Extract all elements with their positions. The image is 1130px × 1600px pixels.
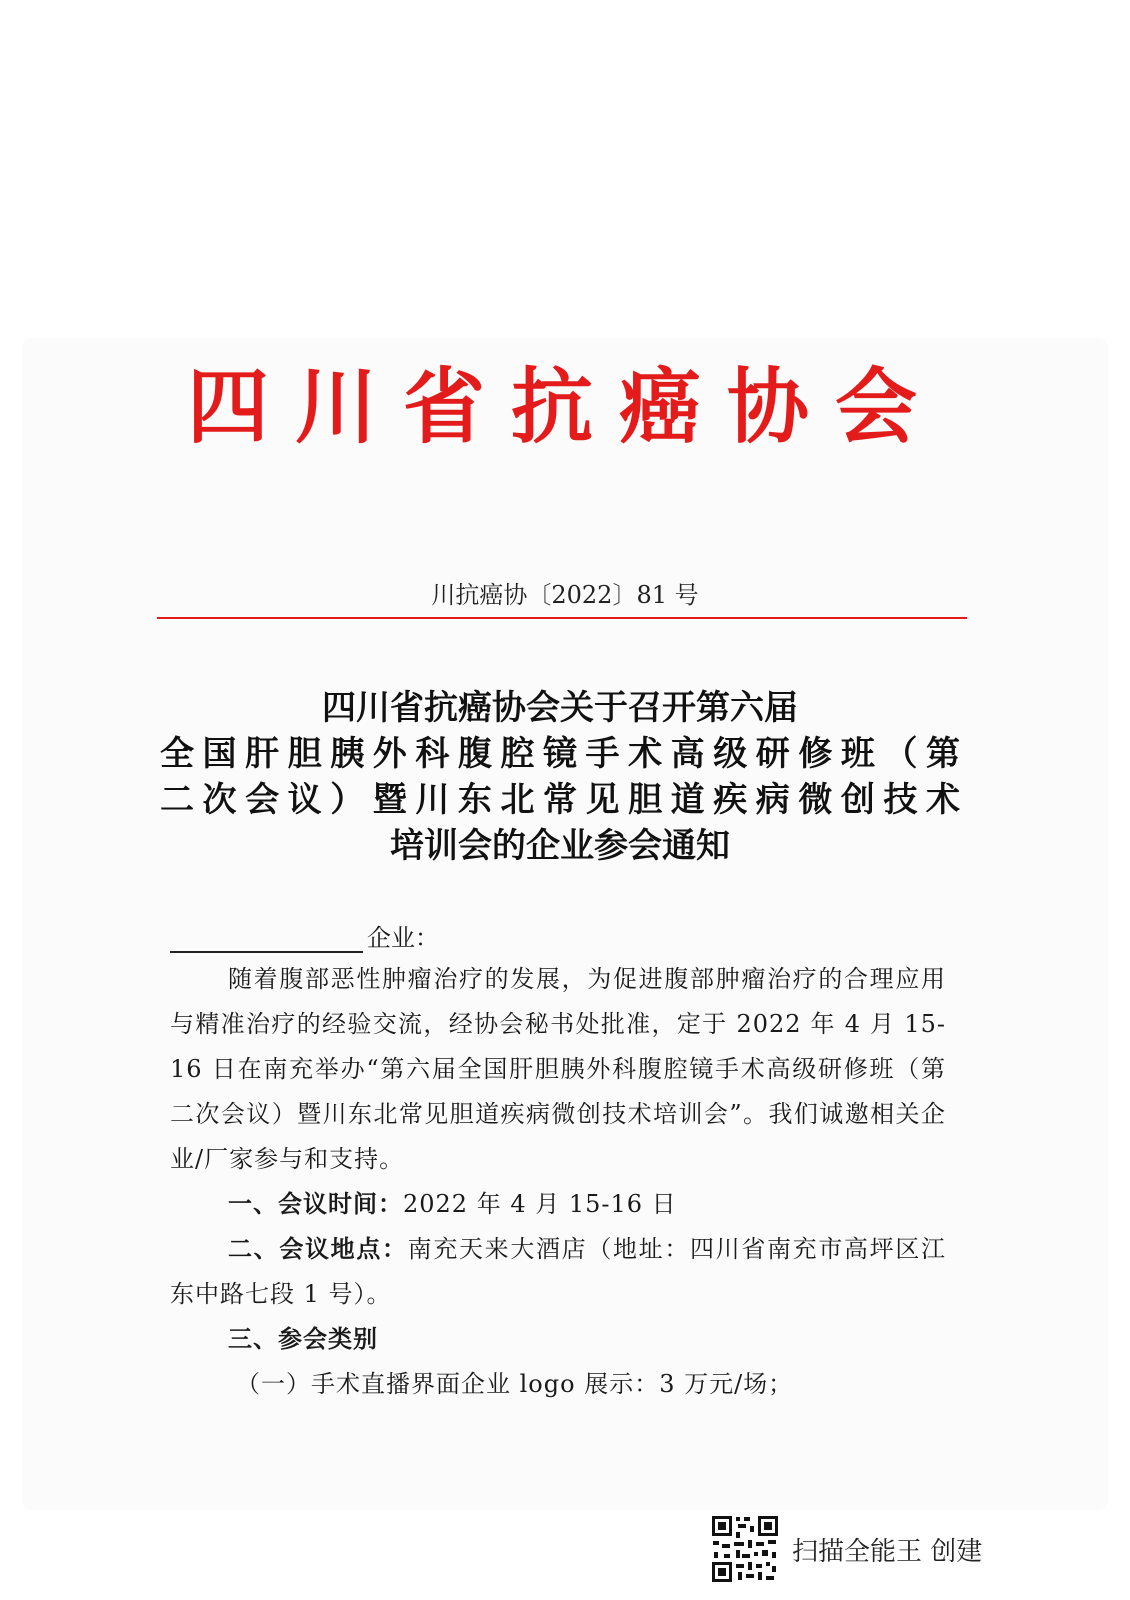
- letterhead-org-name: 四川省抗癌协会: [186, 359, 943, 455]
- meeting-time: [170, 1182, 946, 1227]
- title-line-4: 培训会的企业参会通知: [390, 826, 730, 866]
- meeting-time-label: 一、会议时间：: [228, 1190, 403, 1218]
- addressee-suffix: 企业：: [367, 924, 439, 952]
- category-item-1: （一）手术直播界面企业 logo 展示：3 万元/场；: [236, 1370, 794, 1398]
- title-line-2: 全国肝胆胰外科腹腔镜手术高级研修班（第: [160, 734, 960, 774]
- addressee-blank: [170, 923, 363, 953]
- intro-paragraph: 随着腹部恶性肿瘤治疗的发展，为促进腹部肿瘤治疗的合理应用与精准治疗的经验交流，经协会秘书处批准，定于 2022 年 4 月 15-16 日在南充举办“第六届全国肝胆胰外科腹腔镜手术高级研修班（第二次会议）暨川东北常见胆道疾病微创技术培训会”。我们诚邀相关企业/厂家参与和支持。: [170, 965, 946, 1173]
- participation-category: [170, 1317, 946, 1362]
- letterhead-divider: [157, 617, 967, 619]
- notice-body: [170, 957, 946, 1407]
- title-line-1: 四川省抗癌协会关于召开第六届: [322, 688, 798, 728]
- qr-code-icon: [710, 1514, 780, 1584]
- meeting-venue: [170, 1227, 946, 1317]
- meeting-venue-value: 南充天来大酒店（地址：四川省南充市高坪区江东中路七段 1 号）。: [170, 1235, 947, 1308]
- document-number: 川抗癌协〔2022〕81 号: [431, 581, 699, 609]
- title-line-3: 二次会议）暨川东北常见胆道疾病微创技术: [160, 780, 960, 820]
- addressee: [170, 918, 439, 953]
- watermark-text: 扫描全能王 创建: [792, 1536, 983, 1567]
- scanner-watermark: [710, 1512, 982, 1586]
- participation-category-label: 三、参会类别: [228, 1325, 378, 1353]
- notice-title: [160, 685, 960, 869]
- meeting-time-value: 2022 年 4 月 15-16 日: [403, 1190, 677, 1218]
- meeting-venue-label: 二、会议地点：: [228, 1235, 408, 1263]
